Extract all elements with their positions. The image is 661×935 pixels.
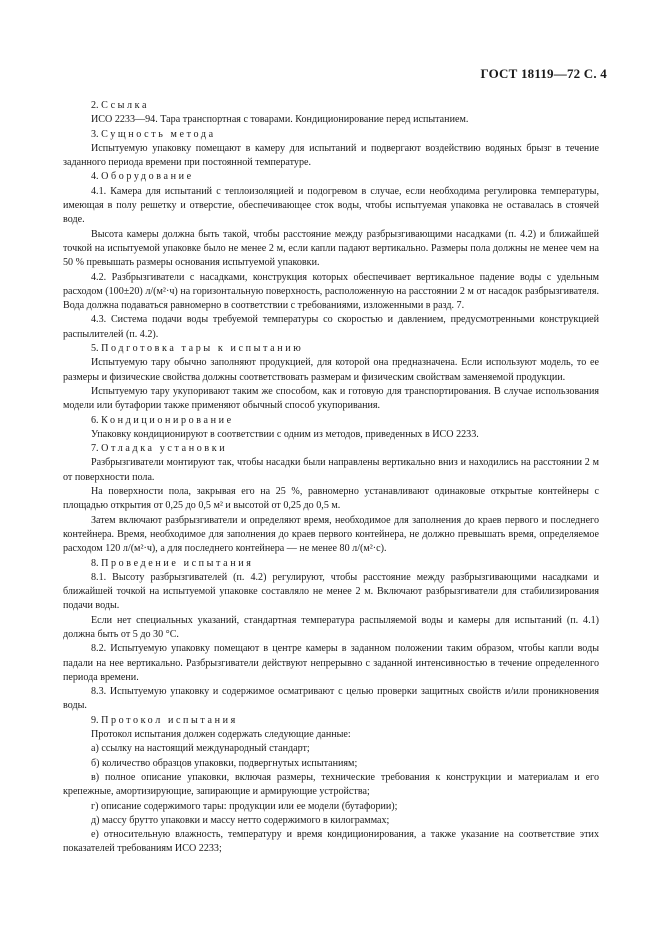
section-heading: 4. Оборудование [91, 171, 194, 183]
paragraph: 4.3. Система подачи воды требуемой температуры со скоростью и давлением, предусмотренными конструкцией распылителей (п. 4.2). [63, 314, 599, 340]
list-item: г) описание содержимого тары: продукции или ее модели (бутафории); [91, 800, 398, 812]
paragraph: Испытуемую тару обычно заполняют продукцией, для которой она предназначена. Если используют модель, то ее размеры и физические свойства должны соответствовать размерам и физическим свойствам заменяемой продукции. [63, 357, 599, 383]
paragraph: Разбрызгиватели монтируют так, чтобы насадки были направлены вертикально вниз и находились на расстоянии 2 м от поверхности пола. [63, 457, 599, 483]
section-heading: 6. Кондиционирование [91, 414, 234, 426]
paragraph: На поверхности пола, закрывая его на 25 %, равномерно устанавливают одинаковые открытые контейнеры с площадью открытия от 0,25 до 0,5 м² и высотой от 0,25 до 0,5 м. [63, 486, 599, 512]
paragraph: 8.3. Испытуемую упаковку и содержимое осматривают с целью проверки защитных свойств и/или проникновения воды. [63, 686, 599, 712]
section-heading: 8. Проведение испытания [91, 557, 254, 569]
page-header: ГОСТ 18119—72 С. 4 [480, 66, 607, 81]
paragraph: Затем включают разбрызгиватели и определяют время, необходимое для заполнения до краев первого и последнего контейнера. Время, необходимое для заполнения до краев первого контейнера, не должно превышать время, определяемое расходом 120 л/(м²·ч), а для последнего контейнера — не менее 80 л/(м²·с). [63, 514, 599, 555]
section-heading: 9. Протокол испытания [91, 714, 238, 726]
paragraph: Упаковку кондиционируют в соответствии с одним из методов, приведенных в ИСО 2233. [91, 428, 479, 440]
list-item: е) относительную влажность, температуру и время кондиционирования, а также указание на соответствие этих показателей требованиям ИСО 2233; [63, 829, 599, 855]
paragraph: Испытуемую тару укупоривают таким же способом, как и готовую для транспортирования. В случае использования модели или бутафории также применяют обычный способ укупоривания. [63, 385, 599, 412]
paragraph: Если нет специальных указаний, стандартная температура распыляемой воды и камеры для испытаний (п. 4.1) должна быть от 5 до 30 °С. [63, 614, 599, 640]
paragraph: 4.2. Разбрызгиватели с насадками, конструкция которых обеспечивает вертикальное падение воды с удельным расходом (100±20) л/(м²·ч) на горизонтальную поверхность, расположенную на расстоянии 2 м от насадок разбрызгивателя. Вода должна подаваться равномерно в соответствии с требованиями, изложенными в разд. 7. [63, 271, 599, 312]
section-heading: 2. Ссылка [91, 100, 150, 111]
list-item: а) ссылку на настоящий международный стандарт; [91, 743, 310, 755]
section-heading: 5. Подготовка тары к испытанию [91, 343, 304, 355]
section-heading: 7. Отладка установки [91, 443, 228, 455]
paragraph: 8.2. Испытуемую упаковку помещают в центре камеры в заданном положении таким образом, чтобы капли воды падали на нее вертикально. Разбрызгиватели действуют непрерывно с заданной интенсивностью в течение определенного периода времени. [63, 643, 599, 683]
list-item: б) количество образцов упаковки, подвергнутых испытаниям; [91, 757, 358, 769]
paragraph: Протокол испытания должен содержать следующие данные: [91, 729, 351, 741]
list-item: в) полное описание упаковки, включая размеры, технические требования к конструкции и материалам и его крепежные, амортизирующие, запирающие и армирующие устройства; [63, 771, 599, 798]
paragraph: Высота камеры должна быть такой, чтобы расстояние между разбрызгивающими насадками (п. 4.2) и ближайшей точкой на испытуемой упаковке было не менее 2 м, если капли падают вертикально. Размеры пола должны не менее чем на 50 % превышать размеры основания испытуемой упаковки. [63, 228, 599, 269]
paragraph: Испытуемую упаковку помещают в камеру для испытаний и подвергают воздействию водяных брызг в течение заданного периода времени при постоянной температуре. [63, 142, 599, 169]
paragraph: 4.1. Камера для испытаний с теплоизоляцией и подогревом в случае, если необходима регулировка температуры, имеющая в полу решетку и отверстие, обеспечивающее сток воды, чтобы испытуемая упаковка не оставалась в стоячей воде. [63, 185, 599, 226]
list-item: д) массу брутто упаковки и массу нетто содержимого в килограммах; [91, 814, 390, 826]
document-body [63, 99, 599, 857]
paragraph: ИСО 2233—94. Тара транспортная с товарами. Кондиционирование перед испытанием. [91, 114, 469, 126]
section-heading: 3. Сущность метода [91, 128, 216, 140]
paragraph: 8.1. Высоту разбрызгивателей (п. 4.2) регулируют, чтобы расстояние между разбрызгивающими насадками и ближайшей точкой на испытуемой упаковке составляло не менее 2 м. Включают разбрызгиватели для стабилизирования подачи воды. [63, 571, 599, 612]
